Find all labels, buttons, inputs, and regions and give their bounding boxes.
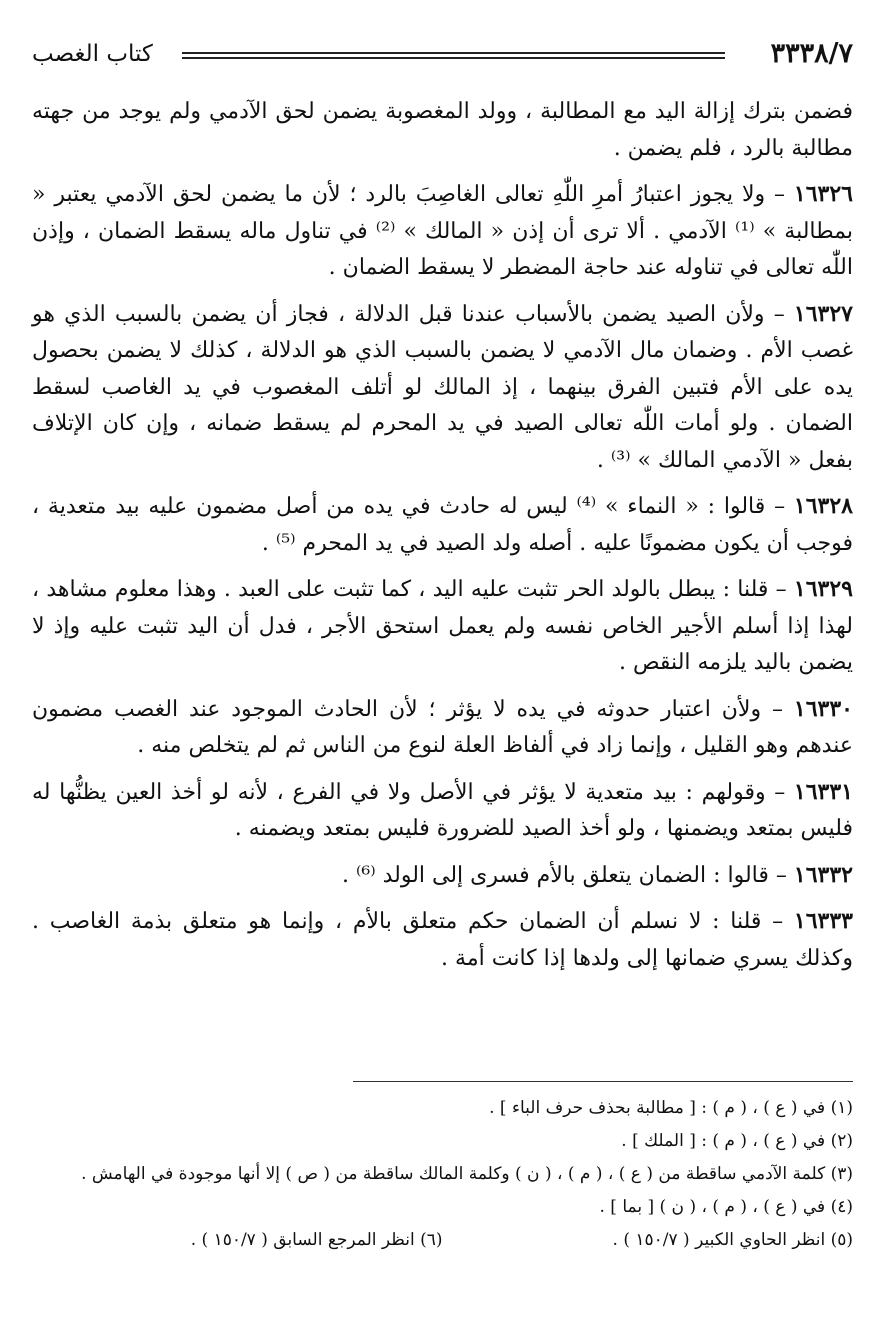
paragraph-number: ١٦٣٢٧ — [793, 300, 853, 327]
paragraph — [32, 903, 853, 977]
paragraph-number: ١٦٣٣٣ — [793, 908, 853, 934]
paragraph — [32, 296, 853, 480]
paragraph-text: – قالوا : « النماء » ⁽⁴⁾ ليس له حادث في يده من أصل مضمون عليه بيد متعدية ، فوجب أن يكون مضمونًا عليه . أصله ولد الصيد في يد المحرم ⁽⁵⁾ . — [32, 494, 853, 556]
footnote: (٥) انظر الحاوي الكبير ( ١٥٠/٧ ) . — [612, 1230, 853, 1250]
footnotes — [32, 1092, 853, 1257]
paragraph — [32, 176, 853, 287]
footnote-row — [32, 1191, 853, 1224]
paragraph — [32, 571, 853, 682]
paragraph-text: – قالوا : الضمان يتعلق بالأم فسرى إلى الولد ⁽⁶⁾ . — [341, 862, 794, 888]
page-header — [32, 36, 853, 78]
paragraph-text: – ولا يجوز اعتبارُ أمرِ اللّٰهِ تعالى الغاصِبَ بالرد ؛ لأن ما يضمن لحق الآدمي يعتبر « بمطالبة » ⁽¹⁾ الآدمي . ألا ترى أن إذن « المالك » ⁽²⁾ في تناول ماله يسقط الضمان ، وإذن اللّٰه تعالى في تناوله عند حاجة المضطر لا يسقط الضمان . — [32, 182, 854, 280]
book-title: كتاب الغصب — [32, 41, 153, 67]
page-number: ٣٣٣٨/٧ — [770, 38, 853, 69]
footnote: (١) في ( ع ) ، ( م ) : [ مطالبة بحذف حرف الباء ] . — [489, 1098, 853, 1118]
footnote-row — [32, 1224, 853, 1257]
paragraph-number: ١٦٣٣٠ — [793, 695, 853, 722]
paragraph-text: فضمن بترك إزالة اليد مع المطالبة ، وولد المغصوبة يضمن لحق الآدمي ولم يوجد من جهته مطالبة بالرد ، فلم يضمن . — [32, 99, 853, 161]
paragraph-text: – ولأن الصيد يضمن بالأسباب عندنا قبل الدلالة ، فجاز أن يضمن بالسبب الذي هو غصب الأم . وضمان مال الآدمي لا يضمن بالسبب الذي هو الدلالة ، كذلك لا يضمن بحصول يده على الأم فتبين الفرق بينهما ، إذ المالك لو أتلف المغصوب في يد الغاصب لسقط الضمان . ولو أمات اللّٰه تعالى الصيد في يد المحرم لم يسقط ضمانه ، وإن كان الإتلاف بفعل « الآدمي المالك » ⁽³⁾ . — [32, 301, 853, 473]
paragraph — [32, 488, 853, 562]
paragraph-number: ١٦٣٢٩ — [793, 576, 853, 602]
paragraph — [32, 93, 853, 167]
paragraph-number: ١٦٣٣٢ — [793, 861, 853, 888]
paragraph — [32, 857, 853, 895]
header-rule — [182, 57, 725, 59]
paragraph-number: ١٦٣٢٦ — [793, 181, 853, 207]
main-text — [32, 93, 853, 986]
header-rule — [182, 52, 725, 54]
footnote: (٢) في ( ع ) ، ( م ) : [ الملك ] . — [621, 1131, 853, 1151]
paragraph — [32, 774, 853, 848]
footnote: (٤) في ( ع ) ، ( م ) ، ( ن ) [ بما ] . — [599, 1197, 853, 1217]
paragraph-text: – قلنا : يبطل بالولد الحر تثبت عليه اليد ، كما تثبت على العبد . وهذا معلوم مشاهد ، لهذا إذا أسلم الأجير الخاص نفسه ولم يعمل استحق الأجر ، فدل أن اليد تثبت عليه وإذ لا يضمن باليد يلزمه النقص . — [32, 577, 854, 675]
footnote-divider — [353, 1081, 853, 1082]
paragraph-number: ١٦٣٣١ — [793, 778, 853, 805]
paragraph-text: – قلنا : لا نسلم أن الضمان حكم متعلق بالأم ، وإنما هو متعلق بذمة الغاصب . وكذلك يسري ضمانها إلى ولدها إذا كانت أمة . — [32, 909, 853, 971]
paragraph-text: – ولأن اعتبار حدوثه في يده لا يؤثر ؛ لأن الحادث الموجود عند الغصب مضمون عندهم وهو القليل ، وإنما زاد في ألفاظ العلة لنوع من الناس ثم لم يتخلص منه . — [32, 696, 853, 758]
paragraph-number: ١٦٣٢٨ — [793, 493, 853, 519]
footnote: (٦) انظر المرجع السابق ( ١٥٠/٧ ) . — [190, 1230, 443, 1250]
footnote: (٣) كلمة الآدمي ساقطة من ( ع ) ، ( م ) ، ( ن ) وكلمة المالك ساقطة من ( ص ) إلا أنها موجودة في الهامش . — [81, 1164, 853, 1184]
paragraph-text: – وقولهم : بيد متعدية لا يؤثر في الأصل ولا في الفرع ، لأنه لو أخذ العين يظنُّها له فليس بمتعد ويضمنها ، ولو أخذ الصيد للضرورة فليس بمتعد ويضمنه . — [32, 779, 853, 841]
paragraph — [32, 691, 853, 765]
